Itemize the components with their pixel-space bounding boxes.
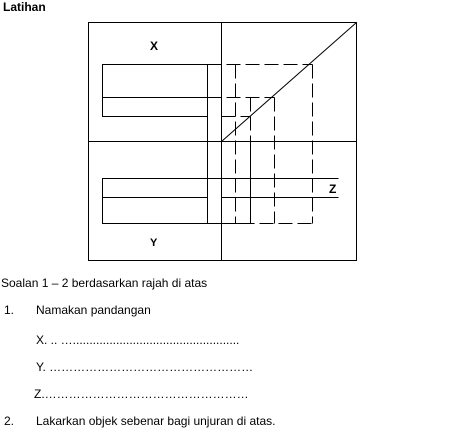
view-y-outline xyxy=(103,179,208,224)
label-y: Y xyxy=(150,237,158,249)
question-1-number: 1. xyxy=(4,303,15,317)
miter-line xyxy=(222,23,357,142)
question-2-text: Lakarkan objek sebenar bagi unjuran di atas. xyxy=(36,414,276,428)
question-2-number: 2. xyxy=(4,414,15,428)
label-z: Z xyxy=(329,182,337,196)
answer-line-x: X. .. ….................................................. xyxy=(36,333,240,347)
question-1-text: Namakan pandangan xyxy=(36,303,151,317)
page-title: Latihan xyxy=(3,0,46,14)
label-x: X xyxy=(150,39,159,53)
answer-line-z: Z.…………………………………………… xyxy=(34,387,249,401)
view-x-outline xyxy=(103,65,208,117)
answer-line-y: Y. …………………………………………… xyxy=(36,360,254,374)
intro-text: Soalan 1 – 2 berdasarkan rajah di atas xyxy=(1,276,208,290)
